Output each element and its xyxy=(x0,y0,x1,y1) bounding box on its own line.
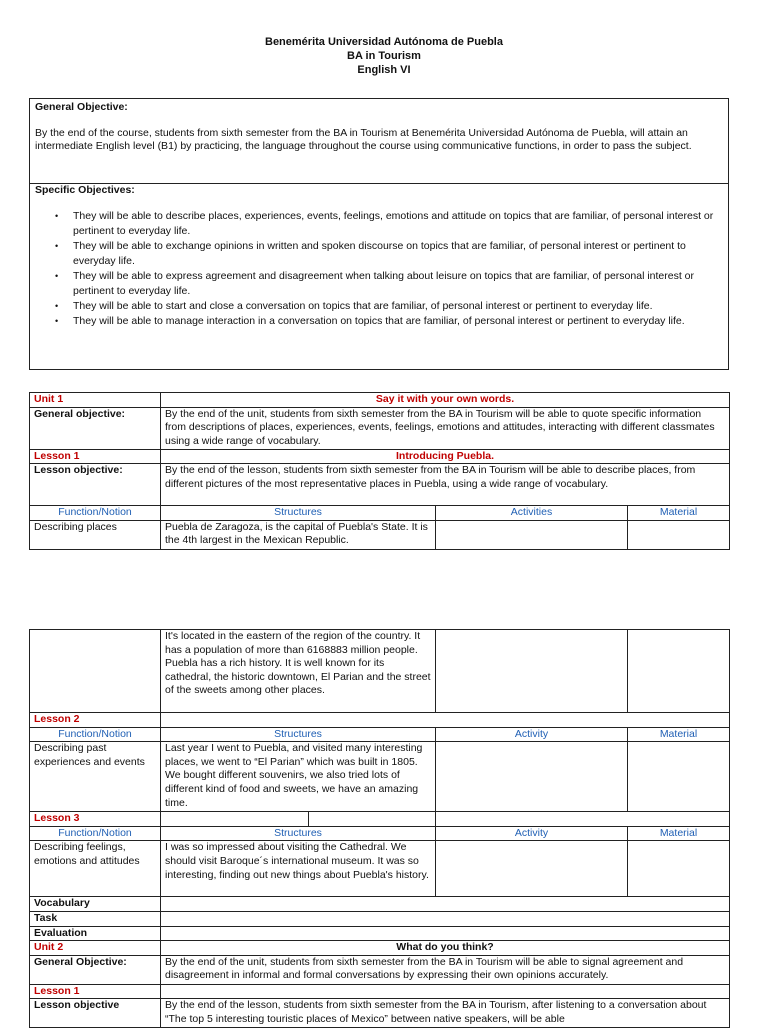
lesson3-label: Lesson 3 xyxy=(30,812,161,827)
unit2-lesson1-label: Lesson 1 xyxy=(30,984,161,999)
vocabulary-cell xyxy=(161,897,730,912)
structures-cell: It's located in the eastern of the region of the country. It has a population of more than 6168883 million people. Puebla has a rich history. It is well known for its cathedral, the historic downtown, El Parian and the street of the sweets among other places. xyxy=(161,630,436,713)
unit2-lesson-objective-text: By the end of the lesson, students from sixth semester from the BA in Tourism, after listening to a conversation about “The top 5 interesting touristic places of Mexico” between native speakers, will be able xyxy=(161,999,730,1028)
unit1-table xyxy=(29,392,730,550)
general-objective-text: By the end of the course, students from sixth semester from the BA in Tourism at Benemérita Universidad Autónoma de Puebla, will attain an intermediate English level (B1) by practicing, the language throughout the course using communicative functions, in order to pass the subject. xyxy=(35,127,692,152)
col-function-header: Function/Notion xyxy=(30,506,161,521)
specific-objectives-box xyxy=(29,183,729,370)
lesson-label: Lesson 1 xyxy=(30,449,161,464)
lesson2-label: Lesson 2 xyxy=(30,713,161,728)
lesson-objective-label: Lesson objective: xyxy=(30,464,161,506)
unit1-continuation-table xyxy=(29,629,730,1028)
course-title: English VI xyxy=(357,64,411,76)
evaluation-label: Evaluation xyxy=(30,926,161,941)
activities-cell xyxy=(436,630,628,713)
lesson2-function-cell: Describing past experiences and events xyxy=(30,742,161,812)
university-title: Benemérita Universidad Autónoma de Puebla xyxy=(265,36,503,48)
lesson2-title-cell xyxy=(161,713,730,728)
lesson2-structures-cell: Last year I went to Puebla, and visited many interesting places, we went to “El Parian” which was built in 1805. We bought different souvenirs, we also tried lots of different kind of food and sweets, we have an amazing time. xyxy=(161,742,436,812)
specific-objectives-list xyxy=(35,209,723,329)
col-structures-header: Structures xyxy=(161,506,436,521)
col-function-header: Function/Notion xyxy=(30,727,161,742)
task-cell xyxy=(161,911,730,926)
general-objective-label: General objective: xyxy=(30,407,161,449)
material-cell xyxy=(628,630,730,713)
col-structures-header: Structures xyxy=(161,826,436,841)
program-title: BA in Tourism xyxy=(347,50,421,62)
evaluation-cell xyxy=(161,926,730,941)
lesson3-title-cell-b xyxy=(309,812,436,827)
task-label: Task xyxy=(30,911,161,926)
unit2-title: What do you think? xyxy=(161,941,730,956)
lesson-title: Introducing Puebla. xyxy=(161,449,730,464)
general-objective-title: General Objective: xyxy=(35,101,128,113)
general-objective-box xyxy=(29,98,729,184)
specific-objective-item: • They will be able to describe places, experiences, events, feelings, emotions and attitude on topics that are familiar, of personal interest or pertinent to everyday life. xyxy=(35,209,723,239)
lesson3-function-cell: Describing feelings, emotions and attitudes xyxy=(30,841,161,897)
col-function-header: Function/Notion xyxy=(30,826,161,841)
unit-title: Say it with your own words. xyxy=(161,393,730,408)
specific-objective-item: • They will be able to exchange opinions in written and spoken discourse on topics that are familiar, of personal interest or pertinent to everyday life. xyxy=(35,239,723,269)
lesson3-title-cell-c xyxy=(436,812,730,827)
activities-cell xyxy=(436,520,628,549)
unit2-lesson-objective-label: Lesson objective xyxy=(30,999,161,1028)
function-cell xyxy=(30,630,161,713)
lesson3-material-cell xyxy=(628,841,730,897)
unit2-label: Unit 2 xyxy=(30,941,161,956)
col-material-header: Material xyxy=(628,506,730,521)
col-material-header: Material xyxy=(628,727,730,742)
unit-label: Unit 1 xyxy=(30,393,161,408)
unit2-objective-label: General Objective: xyxy=(30,955,161,984)
specific-objectives-title: Specific Objectives: xyxy=(35,184,135,196)
lesson3-structures-cell: I was so impressed about visiting the Cathedral. We should visit Baroque´s international museum. It was so interesting, finding out new things about Puebla's history. xyxy=(161,841,436,897)
lesson2-material-cell xyxy=(628,742,730,812)
specific-objective-item: • They will be able to start and close a conversation on topics that are familiar, of personal interest or pertinent to everyday life. xyxy=(35,299,723,314)
lesson3-title-cell xyxy=(161,812,309,827)
lesson-objective-text: By the end of the lesson, students from sixth semester from the BA in Tourism will be able to describe places, from different pictures of the most representative places in Puebla, using a wide range of vocabulary. xyxy=(161,464,730,506)
lesson2-activity-cell xyxy=(436,742,628,812)
specific-objective-item: • They will be able to express agreement and disagreement when talking about leisure on topics that are familiar, of personal interest or pertinent to everyday life. xyxy=(35,269,723,299)
structures-cell: Puebla de Zaragoza, is the capital of Puebla's State. It is the 4th largest in the Mexican Republic. xyxy=(161,520,436,549)
col-activity-header: Activity xyxy=(436,727,628,742)
unit2-objective-text: By the end of the unit, students from sixth semester from the BA in Tourism will be able to signal agreement and disagreement in informal and formal conversations by expressing their own opinions accurately. xyxy=(161,955,730,984)
material-cell xyxy=(628,520,730,549)
function-cell: Describing places xyxy=(30,520,161,549)
col-structures-header: Structures xyxy=(161,727,436,742)
vocabulary-label: Vocabulary xyxy=(30,897,161,912)
col-activities-header: Activities xyxy=(436,506,628,521)
lesson3-activity-cell xyxy=(436,841,628,897)
col-material-header: Material xyxy=(628,826,730,841)
specific-objective-item: • They will be able to manage interaction in a conversation on topics that are familiar, of personal interest or pertinent to everyday life. xyxy=(35,314,723,329)
col-activity-header: Activity xyxy=(436,826,628,841)
unit-general-objective-text: By the end of the unit, students from sixth semester from the BA in Tourism will be able to quote specific information from descriptions of places, experiences, events, feelings, emotions and attitudes, interacting with different classmates using a wide range of vocabulary. xyxy=(161,407,730,449)
unit2-lesson1-title-cell xyxy=(161,984,730,999)
